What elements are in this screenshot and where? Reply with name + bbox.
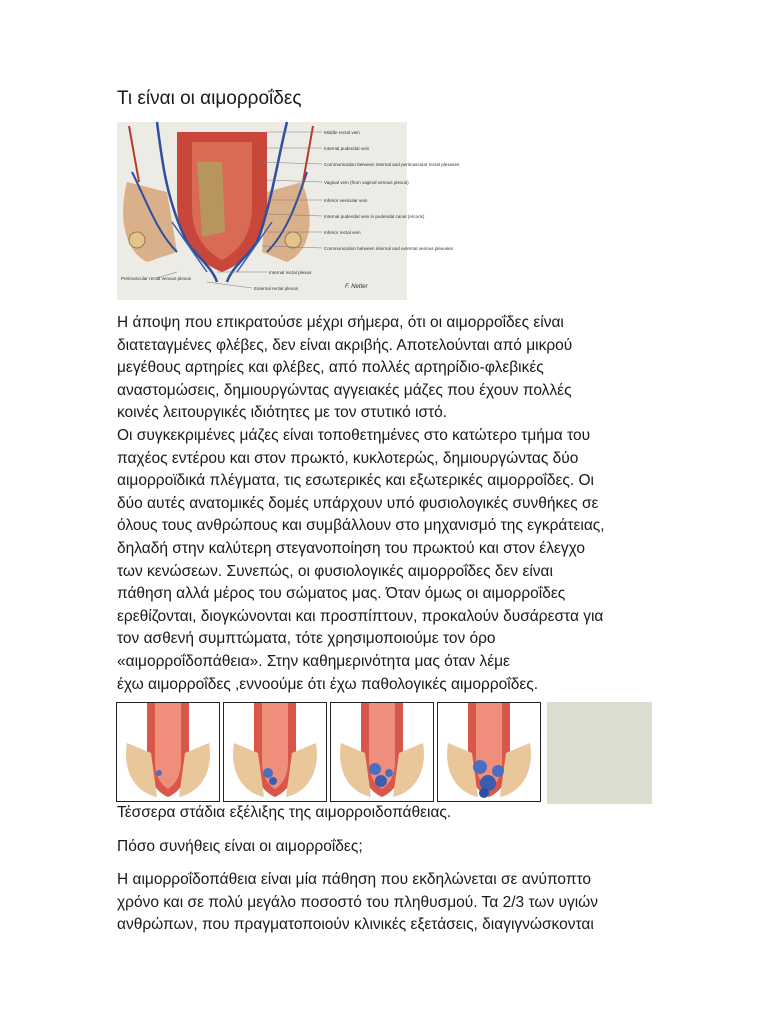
label-inferior-rectal-vein: Inferior rectal vein (324, 230, 361, 235)
page-title: Τι είναι οι αιμορροΐδες (117, 88, 302, 109)
paragraph-line: αναστομώσεις, δημιουργώντας αγγειακές μάζες που έχουν πολλές (117, 381, 572, 399)
label-vaginal-vein: Vaginal vein (from vaginal venous plexus) (324, 180, 409, 185)
stage-3-image (330, 702, 434, 802)
label-communication-internal-external: Communication between internal and external venous plexuses (324, 246, 453, 251)
paragraph-line: έχω αιμορροΐδες ,εννοούμε ότι έχω παθολογικές αιμορροΐδες. (117, 675, 539, 693)
paragraph-line: όλους τους ανθρώπους και συμβάλλουν στο μηχανισμό της εγκράτειας, (117, 517, 605, 535)
paragraph-line: μεγέθους αρτηρίες και φλέβες, από πολλές αρτηρίδιο-φλεβικές (117, 359, 544, 377)
paragraph-line: παχέος εντέρου και στον πρωκτό, κυκλοτερώς, δημιουργώντας δύο (117, 449, 579, 467)
paragraph-line: «αιμορροΐδοπάθεια». Στην καθημερινότητα μας όταν λέμε (117, 652, 510, 670)
paragraph-line: δύο αυτές ανατομικές δομές υπάρχουν υπό φυσιολογικές συνθήκες σε (117, 494, 599, 512)
label-internal-pudendal-vein-canal: Internal pudendal vein in pudendal canal (Alcock) (324, 214, 425, 219)
label-inferior-vesicular-vein: Inferior vesicular vein (324, 198, 368, 203)
paragraph-line: ανθρώπων, που πραγματοποιούν κλινικές εξετάσεις, διαγιγνώσκονται (117, 916, 594, 934)
paragraph-line: Η άποψη που επικρατούσε μέχρι σήμερα, ότι οι αιμορροΐδες είναι (117, 314, 564, 331)
label-middle-rectal-vein: Middle rectal vein (324, 130, 360, 135)
answer-paragraph (117, 869, 657, 937)
paragraph-line: Οι συγκεκριμένες μάζες είναι τοποθετημένες στο κατώτερο τμήμα του (117, 426, 591, 444)
label-perimuscular-plexus: Perimuscular rectal venous plexus (121, 276, 191, 281)
paragraph-line: ερεθίζονται, διογκώνονται και προσπίπτουν, προκαλούν δυσάρεστα για (117, 607, 604, 625)
anatomy-illustration (117, 122, 460, 300)
paragraph-line: κοινές λειτουργικές ιδιότητες με τον στυτικό ιστό. (117, 404, 448, 422)
paragraph-line: χρόνο και σε πολύ μεγάλο ποσοστό του πληθυσμού. Τα 2/3 των υγιών (117, 893, 599, 911)
paragraph-line: Η αιμορροΐδοπάθεια είναι μία πάθηση που εκδηλώνεται σε ανύποπτο (117, 871, 592, 888)
stages-caption: Τέσσερα στάδια εξέλιξης της αιμορροιδοπάθειας. (117, 804, 452, 821)
paragraph-line: διατεταγμένες φλέβες, δεν είναι ακριβής. Αποτελούνται από μικρού (117, 336, 573, 354)
stages-image-strip (116, 702, 652, 804)
paragraph-line: τον ασθενή συμπτώματα, τότε χρησιμοποιούμε τον όρο (117, 630, 496, 648)
intro-paragraph (117, 312, 657, 696)
netter-signature: F. Netter (345, 284, 368, 290)
section-question: Πόσο συνήθεις είναι οι αιμορροΐδες; (117, 838, 363, 855)
paragraph-line: πάθηση αλλά μέρος του σώματος μας. Όταν όμως οι αιμορροΐδες (117, 585, 566, 603)
stage-2-image (223, 702, 327, 802)
stage-1-image (116, 702, 220, 802)
blank-panel (547, 702, 652, 804)
paragraph-line: των κενώσεων. Συνεπώς, οι φυσιολογικές αιμορροΐδες δεν είναι (117, 562, 553, 580)
stage-4-image (437, 702, 541, 802)
label-communication-internal-perimuscular: Communication between internal and perimuscular rectal plexuses (324, 162, 460, 167)
paragraph-line: δηλαδή στην καλύτερη στεγανοποίηση του πρωκτού και στον έλεγχο (117, 539, 585, 557)
label-internal-rectal-plexus: Internal rectal plexus (269, 270, 312, 275)
paragraph-line: αιμορροϊδικά πλέγματα, τις εσωτερικές και εξωτερικές αιμορροΐδες. Οι (117, 472, 594, 490)
label-internal-pudendal-vein: Internal pudendal vein (324, 146, 370, 151)
anatomy-drawing (117, 122, 460, 300)
label-external-rectal-plexus: External rectal plexus (254, 286, 298, 291)
